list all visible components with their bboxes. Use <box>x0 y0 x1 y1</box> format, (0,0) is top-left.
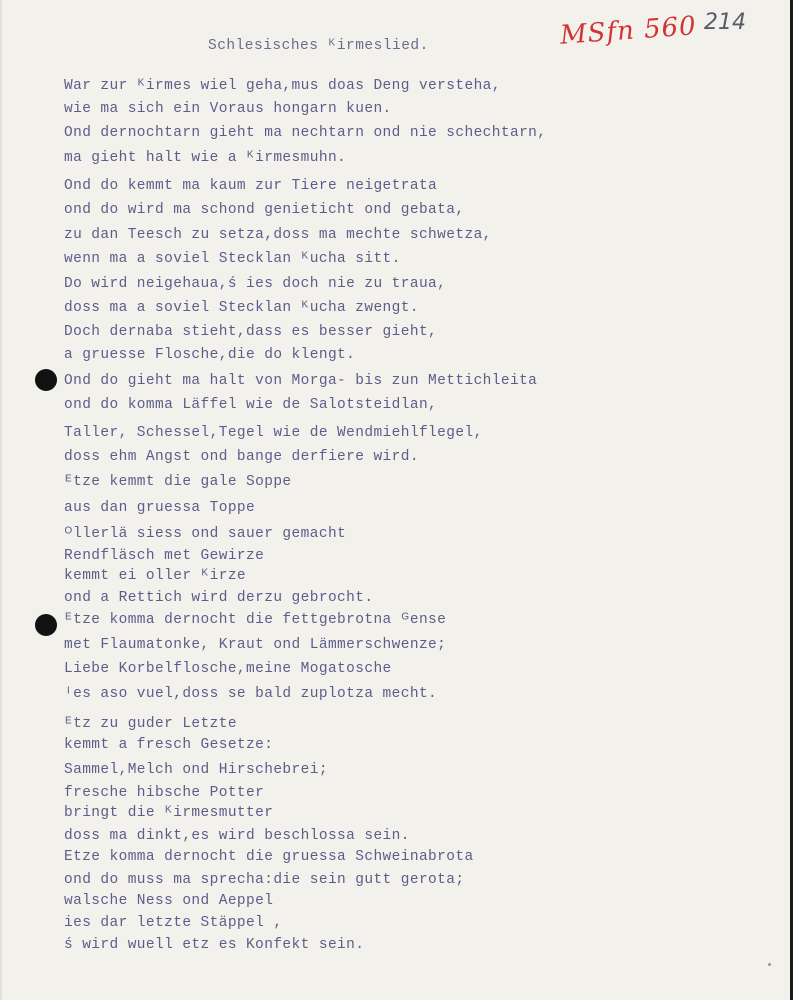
poem-line: ś wird wuell etz es Konfekt sein. <box>64 937 365 953</box>
poem-line: ᴱtz zu guder Letzte <box>64 716 237 732</box>
poem-line: kemmt ei oller ᴷirze <box>64 568 247 584</box>
poem-line: Rendfläsch met Gewirze <box>64 548 265 564</box>
poem-line: ond do muss ma sprecha:die sein gutt gerota; <box>64 872 465 888</box>
poem-line: zu dan Teesch zu setza,doss ma mechte schwetza, <box>64 227 492 243</box>
poem-line: ᴼllerlä siess ond sauer gemacht <box>64 526 347 542</box>
poem-line: ᴱtze kemmt die gale Soppe <box>64 474 292 490</box>
poem-line: Doch dernaba stieht,dass es besser gieht, <box>64 324 438 340</box>
poem-title: Schlesisches ᴷirmeslied. <box>208 38 429 54</box>
poem-line: kemmt a fresch Gesetze: <box>64 737 274 753</box>
poem-line: Ond do kemmt ma kaum zur Tiere neigetrata <box>64 178 438 194</box>
poem-line: Etze komma dernocht die gruessa Schweinabrota <box>64 849 474 865</box>
poem-line: Do wird neigehaua,ś ies doch nie zu traua, <box>64 276 447 292</box>
poem-line: walsche Ness ond Aeppel <box>64 893 274 909</box>
poem-line: wenn ma a soviel Stecklan ᴷucha sitt. <box>64 251 401 267</box>
poem-line: met Flaumatonke, Kraut ond Lämmerschwenze; <box>64 637 447 653</box>
paper-speck <box>768 963 771 966</box>
poem-line: Sammel,Melch ond Hirschebrei; <box>64 762 328 778</box>
poem-line: ond do komma Läffel wie de Salotsteidlan, <box>64 397 438 413</box>
poem-line: War zur ᴷirmes wiel geha,mus doas Deng versteha, <box>64 78 501 94</box>
folio-number: 214 <box>704 10 746 35</box>
punch-hole <box>35 614 57 636</box>
poem-line: aus dan gruessa Toppe <box>64 500 256 516</box>
poem-line: a gruesse Flosche,die do klengt. <box>64 347 356 363</box>
poem-line: bringt die ᴷirmesmutter <box>64 805 274 821</box>
poem-line: ies dar letzte Stäppel , <box>64 915 283 931</box>
poem-line: doss ma a soviel Stecklan ᴷucha zwengt. <box>64 300 419 316</box>
poem-line: ond a Rettich wird derzu gebrocht. <box>64 590 374 606</box>
page-edge-left <box>0 0 2 1000</box>
poem-line: Ond do gieht ma halt von Morga- bis zun Mettichleita <box>64 373 538 389</box>
poem-line: ᴵes aso vuel,doss se bald zuplotza mecht. <box>64 686 438 702</box>
poem-line: ond do wird ma schond genieticht ond gebata, <box>64 202 465 218</box>
poem-line: doss ehm Angst ond bange derfiere wird. <box>64 449 419 465</box>
poem-line: Taller, Schessel,Tegel wie de Wendmiehlflegel, <box>64 425 483 441</box>
poem-line: ma gieht halt wie a ᴷirmesmuhn. <box>64 150 347 166</box>
poem-line: Ond dernochtarn gieht ma nechtarn ond nie schechtarn, <box>64 125 547 141</box>
poem-line: wie ma sich ein Voraus hongarn kuen. <box>64 101 392 117</box>
poem-line: doss ma dinkt,es wird beschlossa sein. <box>64 828 410 844</box>
poem-line: ᴱtze komma dernocht die fettgebrotna ᴳense <box>64 612 447 628</box>
punch-hole <box>35 369 57 391</box>
poem-line: fresche hibsche Potter <box>64 785 265 801</box>
shelfmark-signature: MSfn 560 <box>559 11 698 51</box>
poem-line: Liebe Korbelflosche,meine Mogatosche <box>64 661 392 677</box>
